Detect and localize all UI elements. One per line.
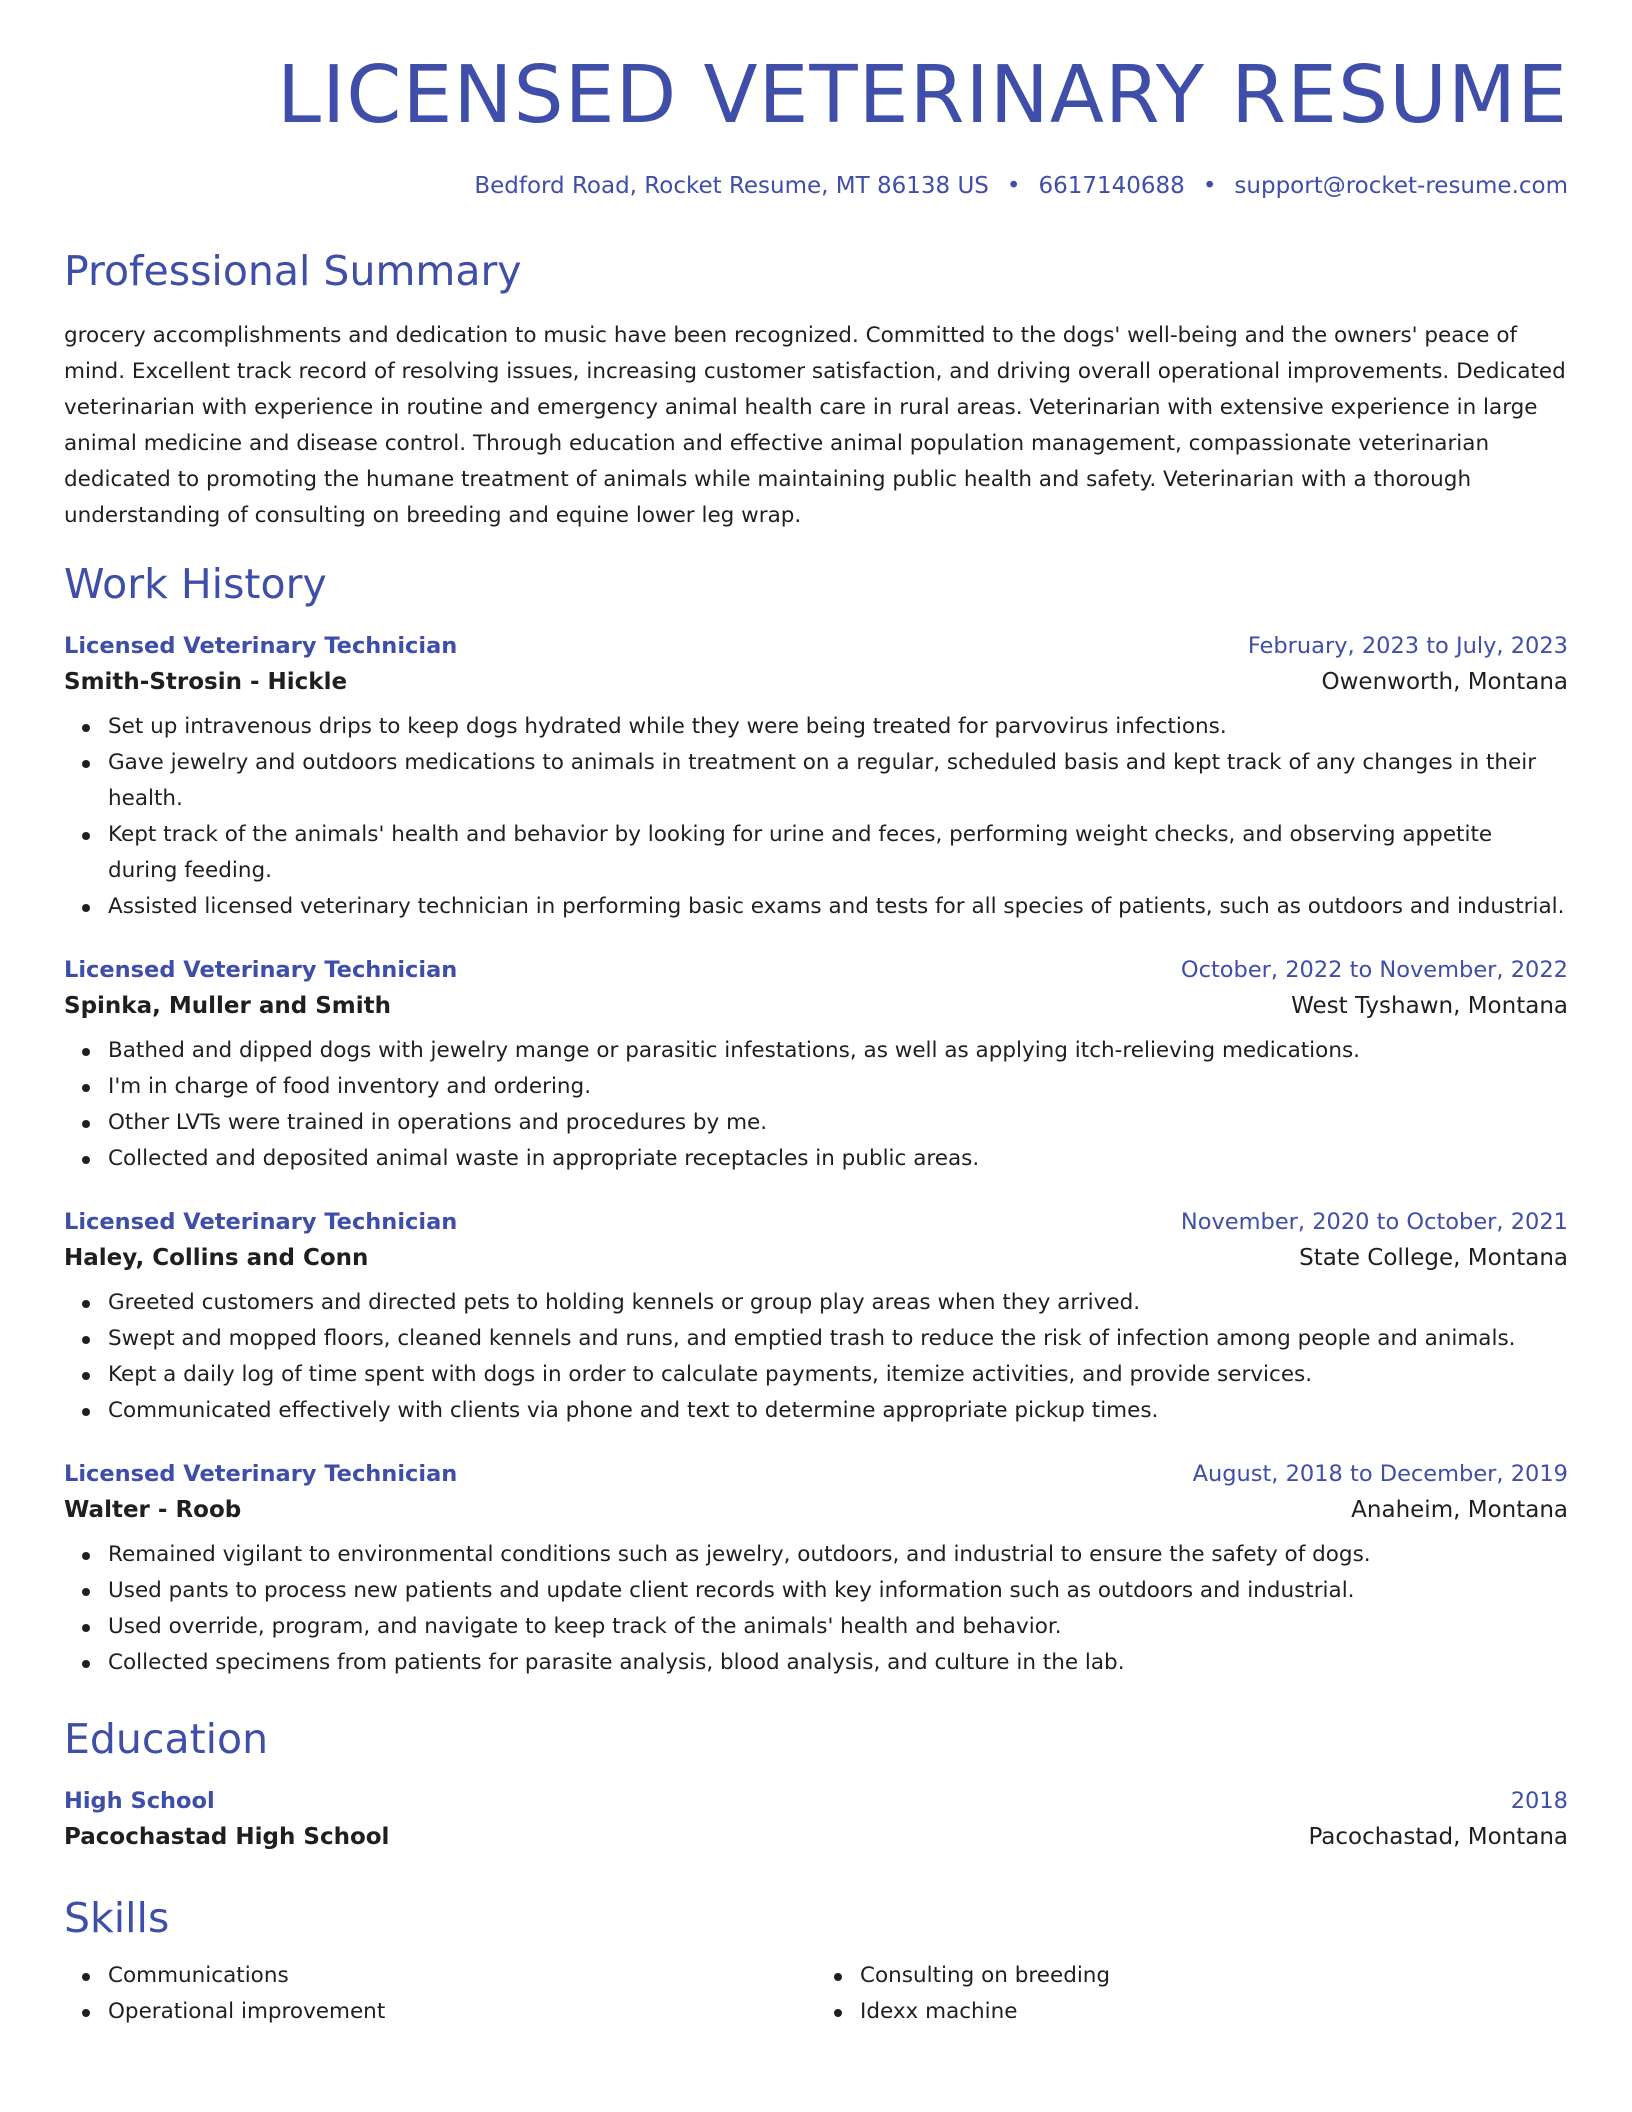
school-location: Pacochastad, Montana [1308, 1824, 1568, 1851]
school-name: Pacochastad High School [64, 1824, 390, 1851]
list-item: Gave jewelry and outdoors medications to animals in treatment on a regular, scheduled basis and kept track of any changes in their health. [108, 745, 1568, 817]
skills-column-right [816, 1958, 1568, 2030]
contact-separator: • [1202, 172, 1217, 199]
list-item: Collected and deposited animal waste in appropriate receptacles in public areas. [108, 1141, 1568, 1177]
contact-line [64, 173, 1568, 199]
list-item: Communicated effectively with clients via phone and text to determine appropriate pickup times. [108, 1393, 1568, 1429]
job-duties-list [64, 1285, 1568, 1429]
job-title: Licensed Veterinary Technician [64, 957, 458, 984]
skills-list [816, 1958, 1568, 2030]
summary-text: grocery accomplishments and dedication to music have been recognized. Committed to the dogs' well-being and the owners' peace of mind. Excellent track record of resolving issues, increasing customer satisfaction, and driving overall operational improvements. Dedicated veterinarian with experience in routine and emergency animal health care in rural areas. Veterinarian with extensive experience in large animal medicine and disease control. Through education and effective animal population management, compassionate veterinarian dedicated to promoting the humane treatment of animals while maintaining public health and safety. Veterinarian with a thorough understanding of consulting on breeding and equine lower leg wrap. [64, 323, 1566, 529]
job-duties-list [64, 709, 1568, 925]
job-location: West Tyshawn, Montana [1291, 993, 1568, 1020]
list-item: Kept track of the animals' health and behavior by looking for urine and feces, performing weight checks, and observing appetite during feeding. [108, 817, 1568, 889]
job-title: Licensed Veterinary Technician [64, 1209, 458, 1236]
list-item: Other LVTs were trained in operations and procedures by me. [108, 1105, 1568, 1141]
job-entry [64, 957, 1568, 1177]
graduation-year: 2018 [1510, 1788, 1568, 1815]
job-duties-list [64, 1033, 1568, 1177]
job-dates: February, 2023 to July, 2023 [1247, 633, 1568, 660]
job-dates: November, 2020 to October, 2021 [1180, 1209, 1568, 1236]
job-entry [64, 1461, 1568, 1681]
skills-grid [64, 1958, 1568, 2030]
job-duties-list [64, 1537, 1568, 1681]
job-title: Licensed Veterinary Technician [64, 1461, 458, 1488]
education-heading: Education [64, 1715, 269, 1764]
skill-item: Idexx machine [860, 1994, 1568, 2030]
list-item: Bathed and dipped dogs with jewelry mange or parasitic infestations, as well as applying itch-relieving medications. [108, 1033, 1568, 1069]
email-link[interactable]: support@rocket-resume.com [1234, 172, 1568, 199]
list-item: I'm in charge of food inventory and ordering. [108, 1069, 1568, 1105]
job-location: State College, Montana [1299, 1245, 1568, 1272]
address-text: Bedford Road, Rocket Resume, MT 86138 US [474, 172, 989, 199]
phone-text: 6617140688 [1038, 172, 1185, 199]
contact-separator: • [1006, 172, 1021, 199]
list-item: Kept a daily log of time spent with dogs in order to calculate payments, itemize activities, and provide services. [108, 1357, 1568, 1393]
list-item: Assisted licensed veterinary technician in performing basic exams and tests for all species of patients, such as outdoors and industrial. [108, 889, 1568, 925]
job-entry [64, 633, 1568, 925]
job-dates: October, 2022 to November, 2022 [1180, 957, 1568, 984]
job-entry [64, 1209, 1568, 1429]
list-item: Remained vigilant to environmental conditions such as jewelry, outdoors, and industrial to ensure the safety of dogs. [108, 1537, 1568, 1573]
summary-heading: Professional Summary [64, 246, 522, 295]
job-location: Anaheim, Montana [1351, 1497, 1568, 1524]
list-item: Collected specimens from patients for parasite analysis, blood analysis, and culture in the lab. [108, 1645, 1568, 1681]
skill-item: Consulting on breeding [860, 1958, 1568, 1994]
employer-name: Spinka, Muller and Smith [64, 993, 391, 1020]
employer-name: Haley, Collins and Conn [64, 1245, 369, 1272]
employer-name: Smith-Strosin - Hickle [64, 669, 348, 696]
job-title: Licensed Veterinary Technician [64, 633, 458, 660]
skill-item: Communications [108, 1958, 816, 1994]
job-location: Owenworth, Montana [1321, 669, 1568, 696]
list-item: Set up intravenous drips to keep dogs hydrated while they were being treated for parvovirus infections. [108, 709, 1568, 745]
work-history-heading: Work History [64, 560, 327, 609]
list-item: Used override, program, and navigate to keep track of the animals' health and behavior. [108, 1609, 1568, 1645]
employer-name: Walter - Roob [64, 1497, 242, 1524]
education-entry [64, 1788, 1568, 1850]
skills-column-left [64, 1958, 816, 2030]
resume-title: LICENSED VETERINARY RESUME [276, 49, 1568, 141]
job-dates: August, 2018 to December, 2019 [1192, 1461, 1568, 1488]
skills-list [64, 1958, 816, 2030]
list-item: Used pants to process new patients and update client records with key information such as outdoors and industrial. [108, 1573, 1568, 1609]
list-item: Swept and mopped floors, cleaned kennels and runs, and emptied trash to reduce the risk of infection among people and animals. [108, 1321, 1568, 1357]
list-item: Greeted customers and directed pets to holding kennels or group play areas when they arrived. [108, 1285, 1568, 1321]
skill-item: Operational improvement [108, 1994, 816, 2030]
skills-heading: Skills [64, 1894, 170, 1943]
degree-name: High School [64, 1788, 215, 1815]
